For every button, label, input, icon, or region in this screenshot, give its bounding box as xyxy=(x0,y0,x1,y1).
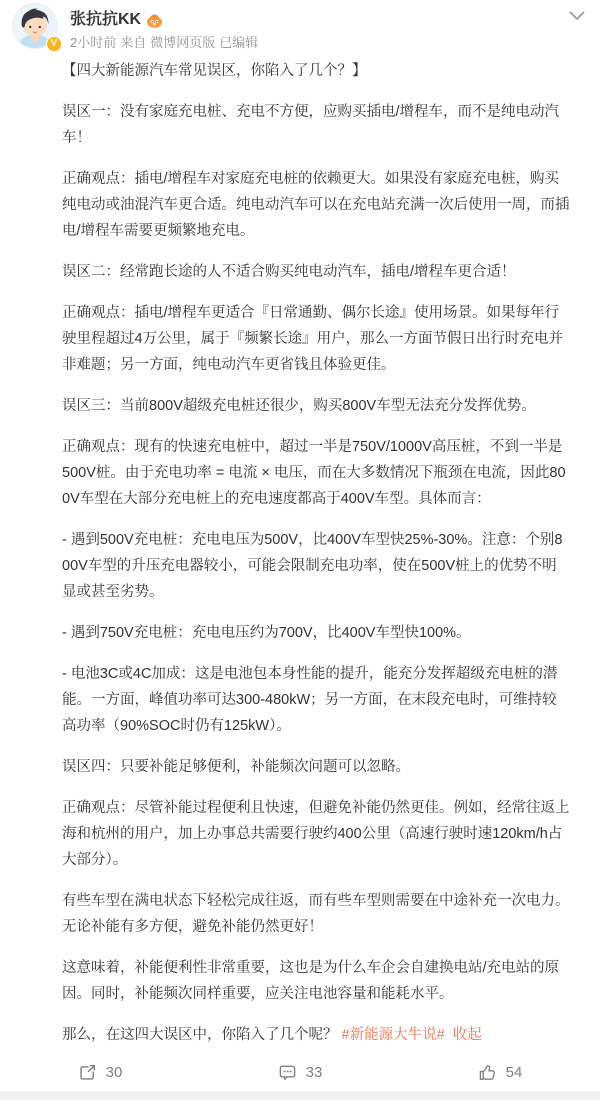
post-paragraph: - 遇到750V充电桩：充电电压约为700V，比400V车型快100%。 xyxy=(62,625,471,641)
post-title: 【四大新能源汽车常见误区，你陷入了几个？】 xyxy=(62,63,367,79)
post-paragraph: 这意味着，补能便利性非常重要，这也是为什么车企会自建换电站/充电站的原因。同时，补能频次同样重要，应关注电池容量和能耗水平。 xyxy=(62,960,560,1002)
share-count: 30 xyxy=(105,1063,123,1081)
chevron-down-icon[interactable] xyxy=(566,5,588,27)
share-icon xyxy=(78,1063,97,1082)
post-header xyxy=(0,0,600,56)
comment-icon xyxy=(278,1063,297,1082)
verified-badge-icon: V xyxy=(46,36,62,52)
avatar[interactable] xyxy=(12,3,60,51)
collapse-link[interactable]: 收起 xyxy=(452,1027,482,1043)
post-paragraph: 正确观点：插电/增程车更适合『日常通勤、偶尔长途』使用场景。如果每年行驶里程超过4万公里，属于『频繁长途』用户，那么一方面节假日出行时充电并非难题；另一方面，纯电动汽车更省钱且体验更佳。 xyxy=(62,305,564,373)
post-paragraph: 误区二：经常跑长途的人不适合购买纯电动汽车，插电/增程车更合适！ xyxy=(62,264,516,280)
comment-button[interactable] xyxy=(200,1063,400,1082)
like-icon xyxy=(478,1063,497,1082)
hashtag-link[interactable]: #新能源大牛说# xyxy=(341,1027,445,1043)
source-link[interactable]: 微博网页版 xyxy=(150,35,216,50)
post-paragraph: 误区一：没有家庭充电桩、充电不方便，应购买插电/增程车，而不是纯电动汽车！ xyxy=(62,104,560,146)
like-count: 54 xyxy=(505,1063,523,1081)
post-closing-paragraph xyxy=(62,1022,570,1048)
post-paragraph: - 电池3C或4C加成：这是电池包本身性能的提升，能充分发挥超级充电桩的潜能。一方面，峰值功率可达300-480kW；另一方面，在末段充电时，可维持较高功率（90%SOC时仍有125kW）。 xyxy=(62,666,558,734)
edited-label: 已编辑 xyxy=(219,35,259,50)
username[interactable]: 张抗抗KK xyxy=(70,11,142,28)
post-paragraph: 误区三：当前800V超级充电桩还很少，购买800V车型无法充分发挥优势。 xyxy=(62,398,536,414)
post-meta xyxy=(70,34,580,51)
header-main xyxy=(70,8,580,51)
post-paragraph: 有些车型在满电状态下轻松完成往返，而有些车型则需要在中途补充一次电力。无论补能有多方便，避免补能仍然更好！ xyxy=(62,893,570,935)
like-button[interactable] xyxy=(400,1063,600,1082)
comment-count: 33 xyxy=(305,1063,323,1081)
closing-text: 那么，在这四大误区中，你陷入了几个呢？ xyxy=(62,1027,338,1043)
post-paragraph: 正确观点：插电/增程车对家庭充电桩的依赖更大。如果没有家庭充电桩，购买纯电动或油混汽车更合适。纯电动汽车可以在充电站充满一次后使用一周，而插电/增程车需要更频繁地充电。 xyxy=(62,171,570,239)
card-separator xyxy=(0,1092,600,1100)
post-paragraph: 误区四：只要补能足够便利，补能频次问题可以忽略。 xyxy=(62,759,410,775)
source-prefix: 来自 xyxy=(120,35,147,50)
post-paragraph: 正确观点：现有的快速充电桩中，超过一半是750V/1000V高压桩，不到一半是500V桩。由于充电功率 = 电流 × 电压，而在大多数情况下瓶颈在电流，因此800V车型在大部分充电桩上的充电速度都高于400V车型。具体而言： xyxy=(62,439,566,507)
post-content xyxy=(62,58,570,1050)
username-emoji-icon xyxy=(146,13,163,28)
post-paragraph: - 遇到500V充电桩：充电电压为500V，比400V车型快25%-30%。注意：个别800V车型的升压充电器较小，可能会限制充电功率，使在500V桩上的优势不明显或甚至劣势。 xyxy=(62,532,563,600)
post-paragraph: 正确观点：尽管补能过程便利且快速，但避免补能仍然更佳。例如，经常往返上海和杭州的用户，加上办事总共需要行驶约400公里（高速行驶时速120km/h占大部分）。 xyxy=(62,800,570,868)
action-bar xyxy=(0,1052,600,1092)
timestamp: 2小时前 xyxy=(70,35,117,50)
share-button[interactable] xyxy=(0,1063,200,1082)
